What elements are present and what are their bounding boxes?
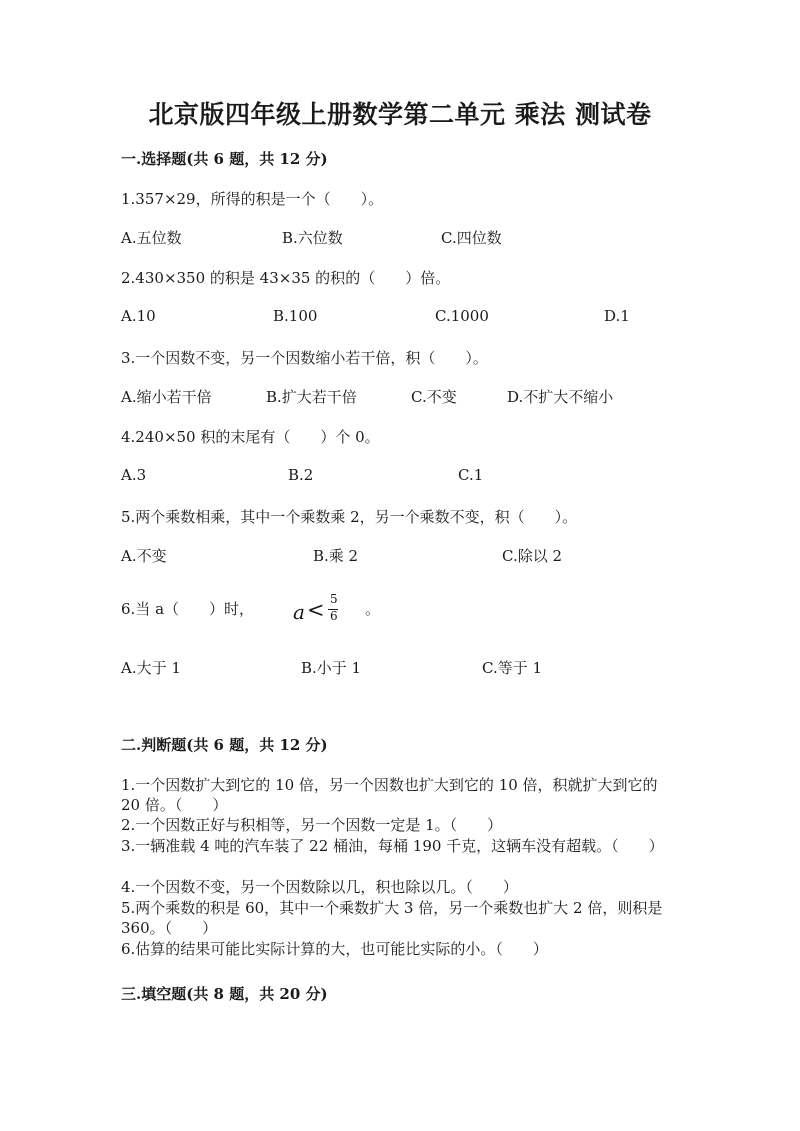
option-c[interactable]: C.等于 1 [482, 659, 543, 677]
judge-item: 4.一个因数不变，另一个因数除以几，积也除以几。（ ） [121, 878, 518, 896]
option-a[interactable]: A.五位数 [121, 229, 182, 247]
option-b[interactable]: B.乘 2 [313, 547, 359, 565]
stem-end: 。 [365, 600, 381, 618]
math-variable: a [293, 600, 305, 624]
option-a[interactable]: A.3 [121, 466, 147, 484]
option-c[interactable]: C.1000 [435, 307, 489, 325]
option-b[interactable]: B.扩大若干倍 [266, 388, 357, 406]
option-b[interactable]: B.2 [288, 466, 314, 484]
question-stem: 2.430×350 的积是 43×35 的积的（ ）倍。 [121, 269, 451, 287]
option-b[interactable]: B.100 [273, 307, 318, 325]
question-stem: 4.240×50 积的末尾有（ ）个 0。 [121, 428, 380, 446]
option-c[interactable]: C.除以 2 [502, 547, 563, 565]
option-a[interactable]: A.不变 [121, 547, 167, 565]
exam-title: 北京版四年级上册数学第二单元 乘法 测试卷 [148, 100, 652, 129]
judge-item: 2.一个因数正好与积相等，另一个因数一定是 1。（ ） [121, 816, 503, 834]
option-c[interactable]: C.不变 [411, 388, 457, 406]
option-b[interactable]: B.六位数 [282, 229, 343, 247]
question-options [121, 657, 681, 679]
option-c[interactable]: C.四位数 [441, 229, 502, 247]
judge-item: 6.估算的结果可能比实际计算的大，也可能比实际的小。（ ） [121, 940, 548, 958]
math-inequality [293, 592, 363, 632]
option-d[interactable]: D.1 [604, 307, 630, 325]
option-a[interactable]: A.缩小若干倍 [121, 388, 212, 406]
question-stem: 3.一个因数不变，另一个因数缩小若干倍，积（ ）。 [121, 349, 488, 367]
section-heading-true-false: 二.判断题(共 6 题，共 12 分) [121, 736, 328, 754]
section-heading-fill-in: 三.填空题(共 8 题，共 20 分) [121, 985, 328, 1003]
section-heading-multiple-choice: 一.选择题(共 6 题，共 12 分) [121, 150, 328, 168]
question-stem: 6.当 a（ ）时， [121, 600, 255, 618]
question-stem: 5.两个乘数相乘，其中一个乘数乘 2，另一个乘数不变，积（ ）。 [121, 508, 578, 526]
question-options [121, 307, 681, 329]
option-b[interactable]: B.小于 1 [301, 659, 362, 677]
option-a[interactable]: A.大于 1 [121, 659, 181, 677]
question-options [121, 227, 681, 249]
judge-item: 1.一个因数扩大到它的 10 倍，另一个因数也扩大到它的 10 倍，积就扩大到它的 20 倍。（ ） [121, 776, 658, 814]
question-options [121, 545, 681, 567]
question-stem: 1.357×29，所得的积是一个（ ）。 [121, 190, 384, 208]
option-d[interactable]: D.不扩大不缩小 [507, 388, 614, 406]
fraction-numerator: 5 [330, 592, 338, 606]
question-options [121, 386, 681, 408]
math-relation: < [307, 598, 325, 622]
judge-item: 3.一辆准载 4 吨的汽车装了 22 桶油，每桶 190 千克，这辆车没有超载。（ ） [121, 837, 664, 855]
option-a[interactable]: A.10 [121, 307, 156, 325]
judge-item: 5.两个乘数的积是 60，其中一个乘数扩大 3 倍，另一个乘数也扩大 2 倍，则积是 360。（ ） [121, 899, 663, 937]
fraction-denominator: 6 [330, 609, 338, 623]
question-options [121, 466, 681, 488]
option-c[interactable]: C.1 [458, 466, 484, 484]
